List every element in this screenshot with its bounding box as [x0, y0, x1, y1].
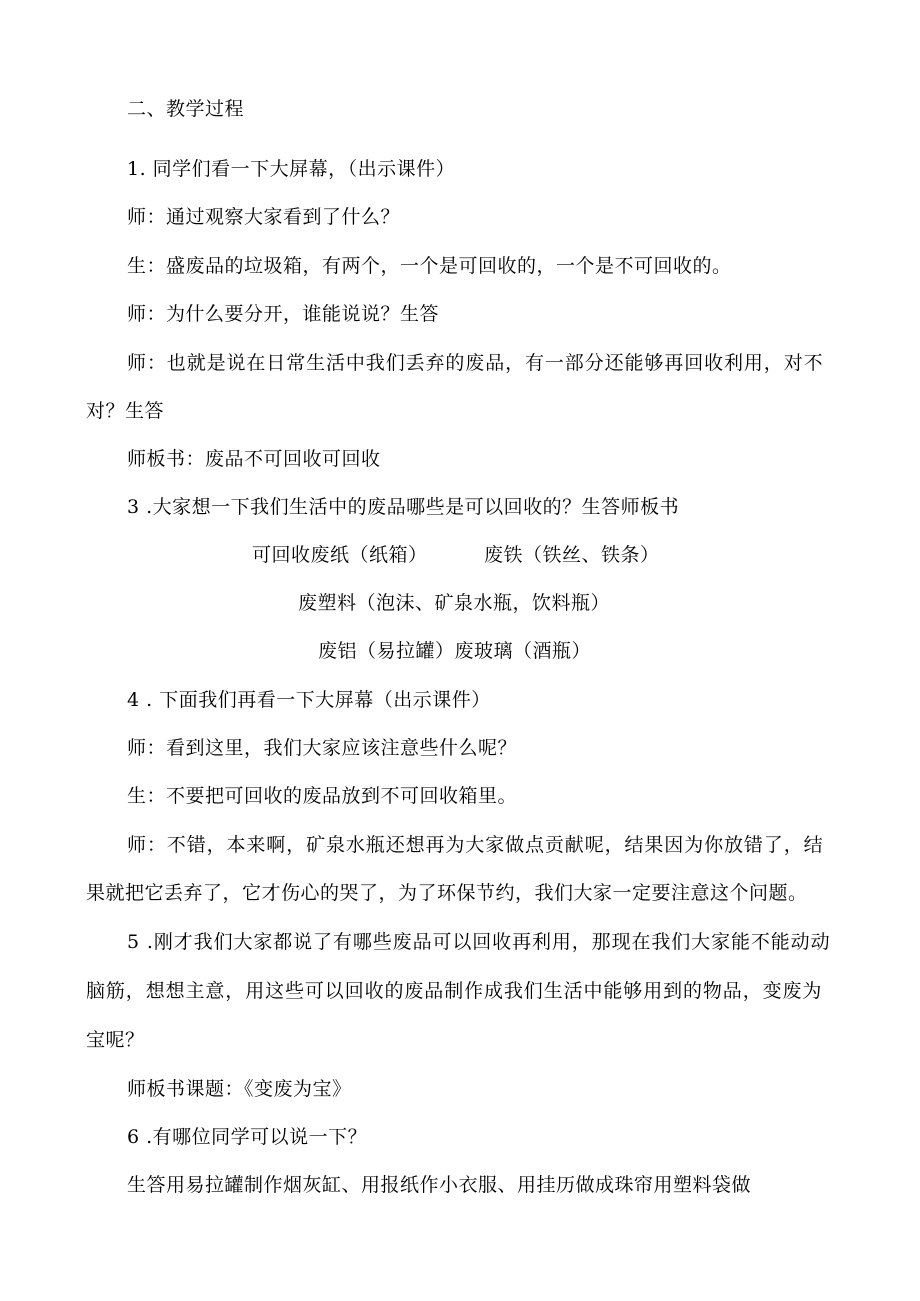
paragraph-line: 果就把它丢弃了，它才伤心的哭了，为了环保节约，我们大家一定要注意这个问题。: [86, 882, 808, 904]
board-item: 废塑料（泡沫、矿泉水瓶，饮料瓶）: [298, 592, 611, 614]
paragraph-line: 生：不要把可回收的废品放到不可回收箱里。: [127, 785, 518, 807]
section-heading: 二、教学过程: [127, 98, 245, 120]
paragraph-line: 4 . 下面我们再看一下大屏幕（出示课件）: [127, 689, 491, 711]
board-item: 废铁（铁丝、铁条）: [484, 544, 660, 566]
paragraph-line: 3 .大家想一下我们生活中的废品哪些是可以回收的？生答师板书: [127, 496, 680, 518]
paragraph-line: 师：也就是说在日常生活中我们丢弃的废品，有一部分还能够再回收利用，对不: [127, 352, 824, 374]
paragraph-line: 师板书课题：《变废为宝》: [127, 1078, 352, 1100]
paragraph-line: 生答用易拉罐制作烟灰缸、用报纸作小衣服、用挂历做成珠帘用塑料袋做: [127, 1174, 752, 1196]
board-item: 可回收废纸（纸箱）: [252, 544, 428, 566]
paragraph-line: 师：不错，本来啊，矿泉水瓶还想再为大家做点贡献呢，结果因为你放错了，结: [127, 834, 824, 856]
paragraph-line: 6 .有哪位同学可以说一下？: [127, 1126, 368, 1148]
paragraph-line: 师：看到这里，我们大家应该注意些什么呢？: [127, 737, 518, 759]
paragraph-line: 生：盛废品的垃圾箱，有两个，一个是可回收的，一个是不可回收的。: [127, 255, 732, 277]
paragraph-line: 对？生答: [86, 400, 165, 422]
paragraph-line: 宝呢？: [86, 1029, 145, 1051]
paragraph-line: 5 .刚才我们大家都说了有哪些废品可以回收再利用，那现在我们大家能不能动动: [127, 931, 831, 953]
board-item: 废铝（易拉罐）废玻璃（酒瓶）: [318, 640, 592, 662]
paragraph-line: 师：通过观察大家看到了什么？: [127, 206, 401, 228]
paragraph-line: 师板书：废品不可回收可回收: [127, 448, 381, 470]
paragraph-line: 1. 同学们看一下大屏幕，（出示课件）: [127, 158, 456, 180]
paragraph-line: 师：为什么要分开，谁能说说？生答: [127, 303, 440, 325]
paragraph-line: 脑筋，想想主意，用这些可以回收的废品制作成我们生活中能够用到的物品，变废为: [86, 980, 823, 1002]
